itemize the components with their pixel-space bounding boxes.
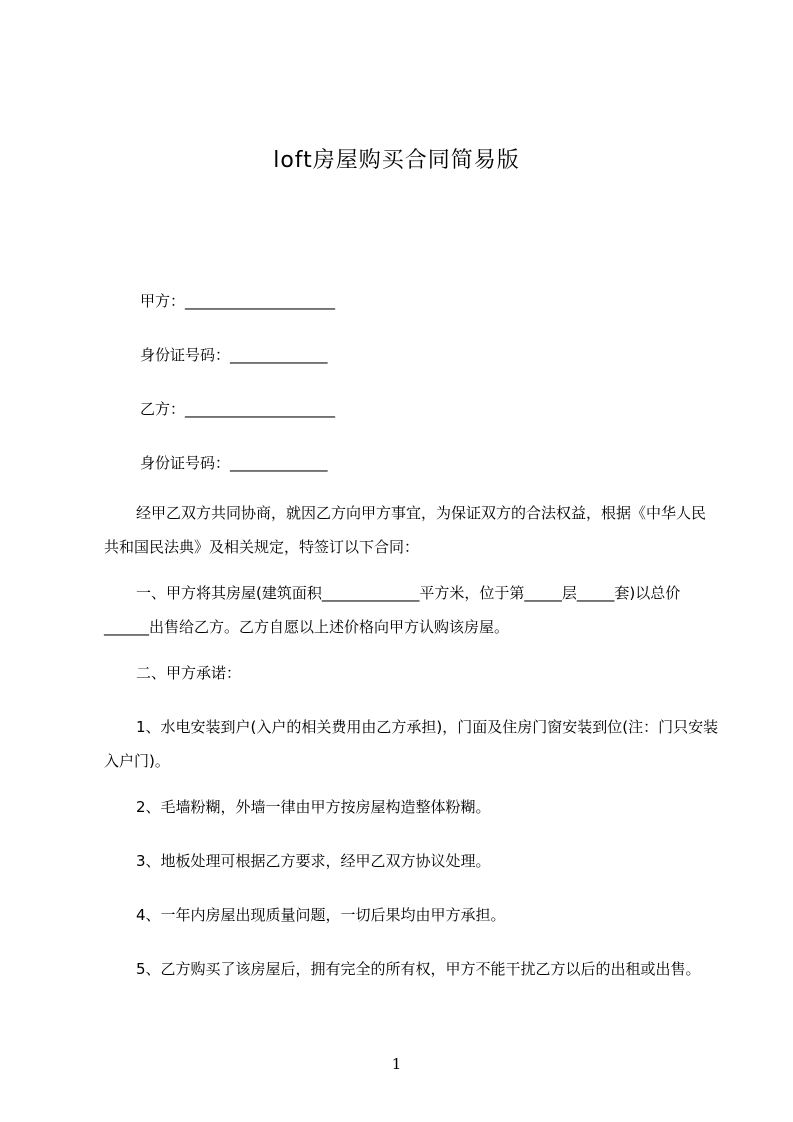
party-b-id-text: 身份证号码：_____________ xyxy=(140,454,328,472)
item-4-text: 4、一年内房屋出现质量问题，一切后果均由甲方承担。 xyxy=(136,906,506,924)
intro-text: 经甲乙双方共同协商，就因乙方向甲方事宜，为保证双方的合法权益，根据《中华人民共和国民法典》及相关规定，特签订以下合同： xyxy=(104,504,707,556)
document-title: loft房屋购买合同简易版 xyxy=(273,148,520,173)
item-2-text: 2、毛墙粉糊，外墙一律由甲方按房屋构造整体粉糊。 xyxy=(136,798,491,816)
item-5-paragraph xyxy=(104,952,720,986)
clause-1-text: 一、甲方将其房屋(建筑面积_____________平方米，位于第_____层_____套)以总价______出售给乙方。乙方自愿以上述价格向甲方认购该房屋。 xyxy=(104,584,681,636)
item-2-paragraph xyxy=(104,790,720,824)
item-3-text: 3、地板处理可根据乙方要求，经甲乙双方协议处理。 xyxy=(136,852,491,870)
item-3-paragraph xyxy=(104,844,720,878)
party-a-text: 甲方：____________________ xyxy=(140,292,336,310)
party-b-text: 乙方：____________________ xyxy=(140,400,336,418)
party-a-line xyxy=(104,291,714,311)
intro-paragraph xyxy=(104,496,720,564)
item-1-text: 1、水电安装到户(入户的相关费用由乙方承担)，门面及住房门窗安装到位(注：门只安装入户门)。 xyxy=(104,718,719,770)
party-a-id-text: 身份证号码：_____________ xyxy=(140,346,328,364)
party-b-id-line xyxy=(104,453,714,473)
clause-1-paragraph xyxy=(104,576,720,644)
page-number: 1 xyxy=(391,1055,402,1073)
item-4-paragraph xyxy=(104,898,720,932)
party-a-id-line xyxy=(104,345,714,365)
party-b-line xyxy=(104,399,714,419)
item-5-text: 5、乙方购买了该房屋后，拥有完全的所有权，甲方不能干扰乙方以后的出租或出售。 xyxy=(136,960,701,978)
clause-2-heading xyxy=(104,656,720,690)
clause-2-heading-text: 二、甲方承诺： xyxy=(136,664,242,682)
item-1-paragraph xyxy=(104,710,720,778)
